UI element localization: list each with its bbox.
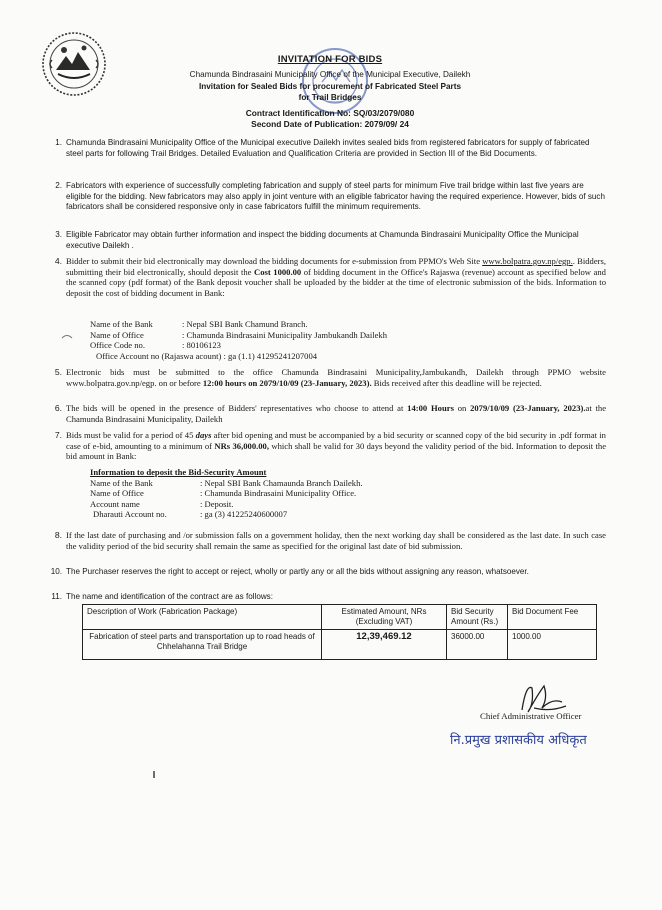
table-header-row [83, 605, 597, 630]
clause-3-text: Eligible Fabricator may obtain further information and inspect the bidding documents at Chamunda Bindrasaini Municipality Office the Municipal executive Dailekh . [66, 230, 579, 250]
clause-1-text: Chamunda Bindrasaini Municipality Office of the Municipal executive Dailekh invites sealed bids from registered fabricators for supply of fabricated steel parts for following Trail Bridges. Detailed Evaluation and Qualification Criteria are provided in Section III of the Bid Documents. [66, 138, 590, 158]
clause-5: 5. Electronic bids must be submitted to the office Chamunda Bindrasaini Municipality,Jambukandh, Dailekh through PPMO website www.bolpatra.gov.np/egp. on or before 12:00 hours on 2079/10/09 (23-January, 2023). Bids received after this deadline will be rejected. [54, 367, 606, 388]
clause-6: 6. The bids will be opened in the presence of Bidders' representatives who choose to attend at 14:00 Hours on 2079/10/09 (23-January, 2023).at the Chamunda Bindrasaini Municipality, Dailekh [54, 403, 607, 424]
opening-time: 14:00 Hours [407, 403, 454, 413]
invitation-subtitle-line1: Invitation for Sealed Bids for procurement of Fabricated Steel Parts [198, 82, 462, 91]
clause-2: 2. Fabricators with experience of successfully completing fabrication and supply of steel parts for minimum Five trail bridge within last five years are eligible for the bidding. New fabricators may also apply in joint venture with an eligible fabricator having the required experience. However, bids of such fabricators shall be considered responsive only in case fabricators fulfill the minimum requirements. [55, 181, 605, 212]
opening-date: 2079/10/09 (23-January, 2023). [470, 403, 586, 413]
clause-10: 10. The Purchaser reserves the right to accept or reject, wholly or partly any or all the bids without assigning any reason, whatsoever. [50, 567, 529, 576]
cell-bid-security: 36000.00 [447, 630, 508, 660]
clause-1: 1. Chamunda Bindrasaini Municipality Office of the Municipal executive Dailekh invites sealed bids from registered fabricators for supply of fabricated steel parts for following Trail Bridges. Detailed Evaluation and Qualification Criteria are provided in Section III of the Bid Documents. [55, 138, 590, 158]
cell-description: Fabrication of steel parts and transportation up to road heads of Chhelahanna Trail Bridge [83, 630, 322, 660]
clause-8: 8. If the last date of purchasing and /or submission falls on a government holiday, then the next working day shall be considered as the last date. In such case the validity period of the bid security shall remain the same as specified for the original last date of bid submission. [54, 530, 606, 551]
clause-2-text: Fabricators with experience of successfully completing fabrication and supply of steel parts for minimum Five trail bridge within last five years are eligible for the bidding. New fabricators may also apply in joint venture with an eligible fabricator having the required experience. However, bids of such fabricators shall be considered responsive only in case fabricators fulfill the minimum requirements. [66, 181, 605, 212]
nepali-title-handwriting [448, 728, 598, 750]
table-row [83, 630, 597, 660]
header-description: Description of Work (Fabrication Package) [83, 605, 322, 630]
header-estimated-amount: Estimated Amount, NRs (Excluding VAT) [322, 605, 447, 630]
document-title: INVITATION FOR BIDS [277, 54, 383, 65]
submission-deadline: 12:00 hours on 2079/10/09 (23-January, 2023). [202, 377, 372, 388]
margin-mark [60, 330, 74, 344]
clause-4: 4. Bidder to submit their bid electronically may download the bidding documents for e-submission from PPMO's Web Site www.bolpatra.gov.np/egp.. Bidders, submitting their bid electronically, should deposit the Cost 1000.00 of bidding document in the Office's Rajaswa (revenue) account as specified below and the scanned copy (pdf format) of the Bank deposit voucher shall be uploaded by the bidder at the time of electronic submission of the bids. Information to deposit the cost of bidding document in Bank: [54, 256, 606, 298]
publication-date: Second Date of Publication: 2079/09/ 24 [251, 119, 409, 129]
rajaswa-account: Office Account no (Rajaswa acount) : ga (1.1) 41295241207004 [96, 350, 318, 361]
bid-security-amount: NRs 36,000.00, [214, 440, 270, 451]
contract-table [82, 604, 597, 660]
cost-bank-details: Name of the Bank : Nepal SBI Bank Chamund Branch. Name of Office : Chamunda Bindrasaini Municipality Jambukandh Dailekh Office Code no. : 80106123 Office Account no (Rajaswa acount) : ga (1.1) 41295241207004 [90, 319, 570, 361]
cell-estimated-amount: 12,39,469.12 [322, 630, 447, 660]
cell-document-fee: 1000.00 [508, 630, 597, 660]
clause-7: 7. Bids must be valid for a period of 45 days after bid opening and must be accompanied by a bid security or scanned copy of the bid security in .pdf format in case of e-bid, amounting to a minimum of NRs 36,000.00, which shall be valid for 30 days beyond the validity period of the bid. Information to deposit the bid amount in Bank: [54, 430, 607, 462]
svg-text:नि.प्रमुख प्रशासकीय अधिकृत: नि.प्रमुख प्रशासकीय अधिकृत [450, 733, 587, 748]
clause-11: 11. The name and identification of the contract are as follows: [51, 592, 273, 601]
bolpatra-link[interactable]: www.bolpatra.gov.np/egp. [482, 256, 573, 266]
clause-3: 3. Eligible Fabricator may obtain further information and inspect the bidding documents at Chamunda Bindrasaini Municipality Office the Municipal executive Dailekh . [55, 230, 579, 250]
security-bank-details: Information to deposit the Bid-Security Amount Name of the Bank : Nepal SBI Bank Chamaunda Branch Dailekh. Name of Office : Chamunda Bindrasaini Municipality Office. Account name : Deposit. Dharauti Account no. : ga (3) 41225240600007 [90, 467, 570, 520]
office-name: Chamunda Bindrasaini Municipality Office of the Municipal Executive, Dailekh [189, 70, 471, 79]
signature-title: Chief Administrative Officer [480, 711, 582, 721]
security-heading: Information to deposit the Bid-Security Amount [90, 467, 267, 477]
document-cost: Cost 1000.00 [254, 266, 302, 277]
ink-dot [150, 770, 158, 780]
contract-identification: Contract Identification No: SQ/03/2079/080 [245, 108, 415, 118]
invitation-subtitle-line2: for Trail Bridges [298, 93, 362, 102]
header-bid-security: Bid Security Amount (Rs.) [447, 605, 508, 630]
government-emblem [40, 30, 108, 98]
header-document-fee: Bid Document Fee [508, 605, 597, 630]
